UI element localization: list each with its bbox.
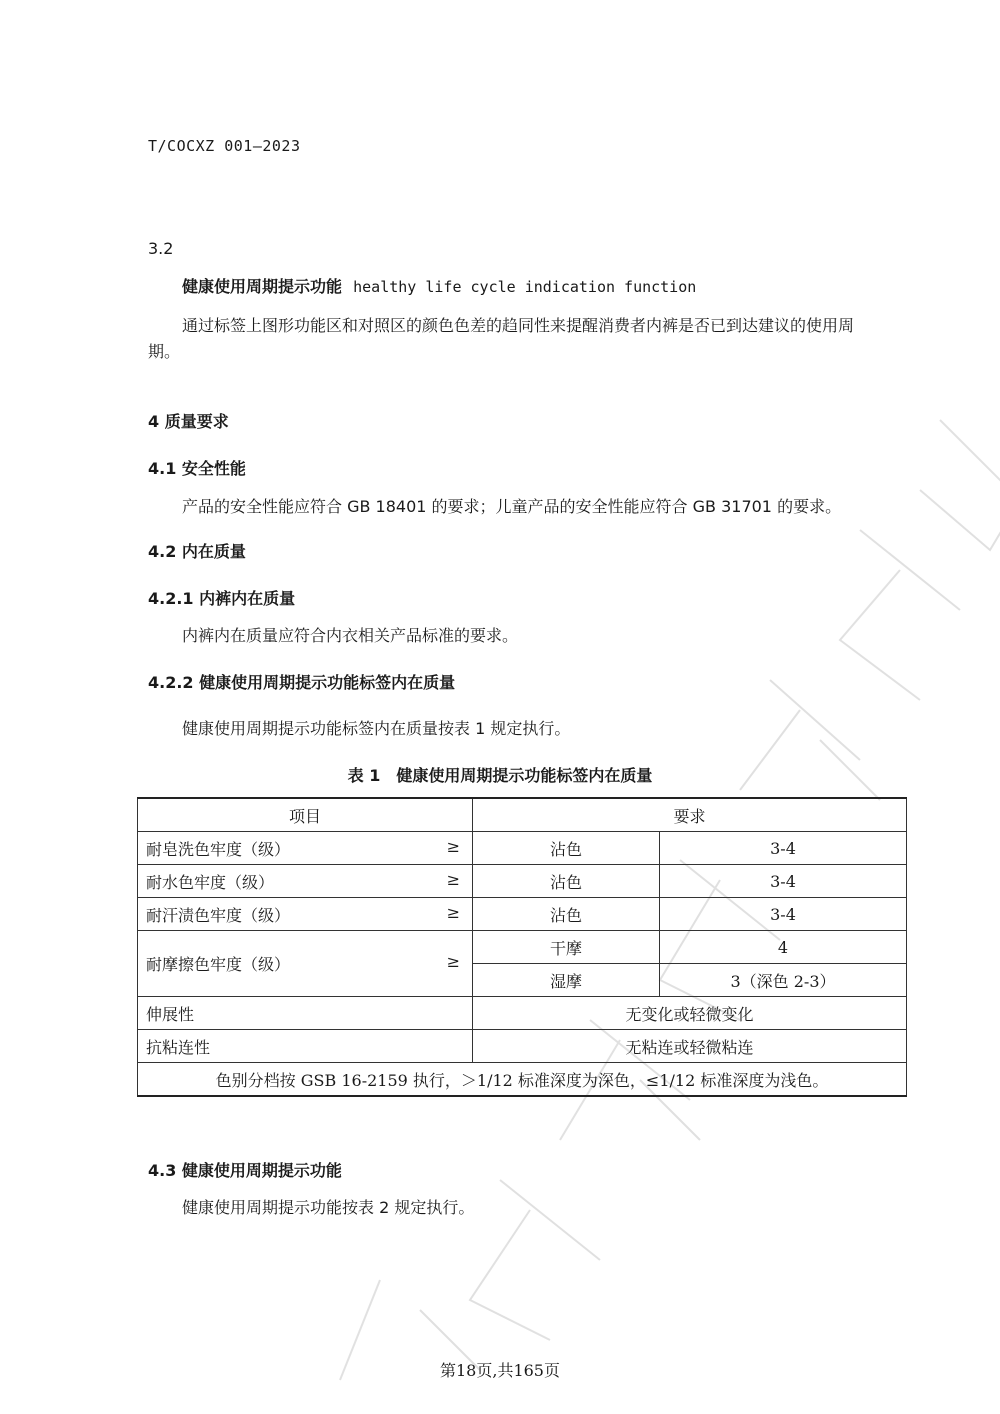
row-item [138,931,473,997]
row-item: 抗粘连性 [138,1030,473,1063]
term-en: healthy life cycle indication function [353,278,697,296]
section-4-heading: 4 质量要求 [148,412,229,431]
table-1 [137,797,907,1097]
table-header-row [138,798,907,832]
term-definition-line2: 期。 [148,342,181,361]
table-row [138,898,907,931]
section-4-2-2-heading: 4.2.2 健康使用周期提示功能标签内在质量 [148,673,456,692]
section-4-3-text: 健康使用周期提示功能按表 2 规定执行。 [182,1198,475,1217]
table-row [138,997,907,1030]
term-heading [182,274,696,297]
ge-symbol: ≥ [446,869,460,889]
row-item [138,865,473,898]
section-4-2-1-text: 内裤内在质量应符合内衣相关产品标准的要求。 [182,626,519,645]
section-4-3-heading: 4.3 健康使用周期提示功能 [148,1161,342,1180]
table-1-caption: 表 1 健康使用周期提示功能标签内在质量 [347,766,653,785]
page-number: 第18页,共165页 [440,1361,560,1380]
section-4-1-heading: 4.1 安全性能 [148,459,246,478]
item-label: 耐汗渍色牢度（级） [146,905,291,925]
row-value: 4 [660,931,907,964]
item-label: 耐摩擦色牢度（级） [146,955,291,974]
term-cn: 健康使用周期提示功能 [182,277,343,296]
section-4-2-1-heading: 4.2.1 内裤内在质量 [148,589,296,608]
row-item [138,832,473,865]
row-type: 湿摩 [473,964,660,997]
section-4-2-heading: 4.2 内在质量 [148,542,246,561]
term-definition-line1: 通过标签上图形功能区和对照区的颜色色差的趋同性来提醒消费者内裤是否已到达建议的使用周 [182,316,855,335]
table-row [138,865,907,898]
row-value: 3-4 [660,865,907,898]
row-value: 无粘连或轻微粘连 [473,1030,907,1063]
ge-symbol: ≥ [446,952,460,971]
row-type: 沾色 [473,898,660,931]
row-type: 沾色 [473,865,660,898]
row-item [138,898,473,931]
table-row [138,1030,907,1063]
table-note: 色别分档按 GSB 16-2159 执行，＞1/12 标准深度为深色，≤1/12 标准深度为浅色。 [138,1063,907,1097]
section-4-2-2-text: 健康使用周期提示功能标签内在质量按表 1 规定执行。 [182,719,571,738]
header-requirement: 要求 [473,798,907,832]
row-type: 沾色 [473,832,660,865]
row-type: 干摩 [473,931,660,964]
item-label: 耐水色牢度（级） [146,872,275,892]
ge-symbol: ≥ [446,836,460,856]
item-label: 耐皂洗色牢度（级） [146,839,291,859]
row-value: 3（深色 2-3） [660,964,907,997]
table-row [138,832,907,865]
ge-symbol: ≥ [446,902,460,922]
document-code: T/COCXZ 001—2023 [148,137,301,155]
row-value: 3-4 [660,898,907,931]
row-value: 3-4 [660,832,907,865]
table-note-row [138,1063,907,1097]
row-value: 无变化或轻微变化 [473,997,907,1030]
section-3-2-number: 3.2 [148,239,174,258]
section-4-1-text: 产品的安全性能应符合 GB 18401 的要求；儿童产品的安全性能应符合 GB 31701 的要求。 [182,497,842,516]
header-item: 项目 [138,798,473,832]
table-row [138,931,907,964]
row-item: 伸展性 [138,997,473,1030]
